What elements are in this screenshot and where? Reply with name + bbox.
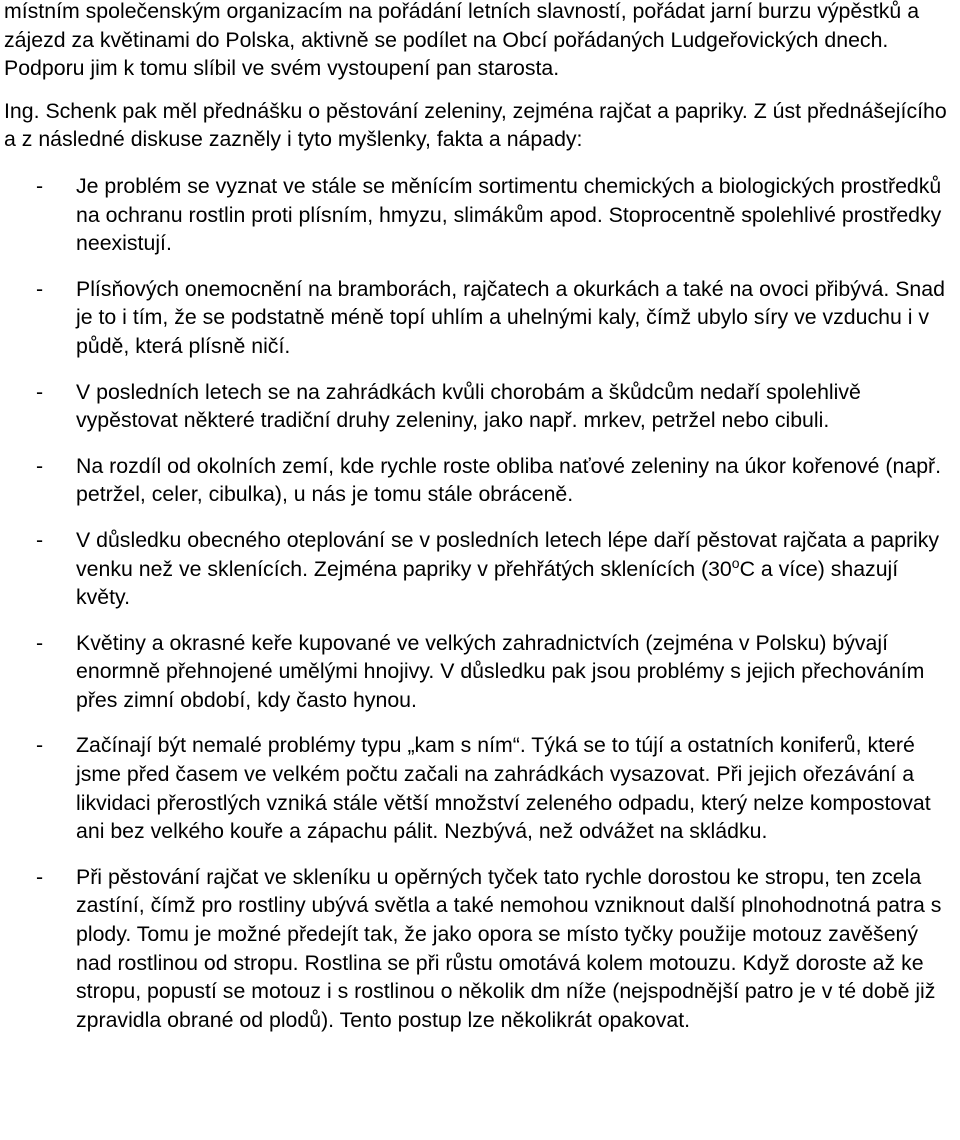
list-item-text: V posledních letech se na zahrádkách kvůli chorobám a škůdcům nedaří spolehlivě vypěstovat některé tradiční druhy zeleniny, jako např. mrkev, petržel nebo cibuli.: [76, 379, 861, 433]
bullet-dash: -: [36, 733, 44, 758]
list-item: [4, 731, 956, 845]
list-item: [4, 275, 956, 361]
bullet-dash: -: [36, 527, 44, 552]
list-item-text: [76, 528, 939, 609]
bullet-dash: -: [36, 379, 44, 404]
bullet-dash: -: [36, 453, 44, 478]
list-item-text-after: C a více) shazují květy.: [76, 556, 899, 610]
lecture-paragraph: Ing. Schenk pak měl přednášku o pěstování zeleniny, zejména rajčat a papriky. Z úst přednášejícího a z následné diskuse zazněly i tyto myšlenky, fakta a nápady:: [4, 98, 947, 152]
list-item-text: Při pěstování rajčat ve skleníku u opěrných tyček tato rychle dorostou ke stropu, ten zcela zastíní, čímž pro rostliny ubývá světla a také nemohou vzniknout další plnohodnotná patra s plody. Tomu je možné předejít tak, že jako opora se místo tyčky použije motouz zavěšený nad rostlinou od stropu. Rostlina se při růstu omotává kolem motouzu. Když doroste až ke stropu, popustí se motouz i s rostlinou o několik dm níže (nejspodnější patro je v té době již zpravidla obrané od plodů). Tento postup lze několikrát opakovat.: [76, 864, 942, 1032]
degree-superscript: o: [731, 554, 740, 571]
list-item: [4, 526, 956, 612]
bullet-dash: -: [36, 276, 44, 301]
intro-paragraph: místním společenským organizacím na pořádání letních slavností, pořádat jarní burzu výpěstků a zájezd za květinami do Polska, aktivně se podílet na Obcí pořádaných Ludgeřovických dnech. Podporu jim k tomu slíbil ve svém vystoupení pan starosta.: [4, 0, 920, 81]
list-item: [4, 452, 956, 509]
list-item-text: Na rozdíl od okolních zemí, kde rychle roste obliba naťové zeleniny na úkor kořenové (např. petržel, celer, cibulka), u nás je tomu stále obráceně.: [76, 453, 942, 507]
ideas-list: [4, 172, 956, 1034]
document-page: [4, 0, 956, 1051]
list-item-text-before: V důsledku obecného oteplování se v posledních letech lépe daří pěstovat rajčata a papriky venku než ve sklenících. Zejména papriky v přehřátých sklenících (30: [76, 527, 940, 581]
list-item: [4, 378, 956, 435]
list-item: [4, 172, 956, 258]
list-item-text: Je problém se vyznat ve stále se měnícím sortimentu chemických a biologických prostředků na ochranu rostlin proti plísním, hmyzu, slimákům apod. Stoprocentně spolehlivé prostředky neexistují.: [76, 173, 942, 256]
bullet-dash: -: [36, 864, 44, 889]
list-item: [4, 863, 956, 1035]
bullet-dash: -: [36, 630, 44, 655]
list-item-text: Květiny a okrasné keře kupované ve velkých zahradnictvích (zejména v Polsku) bývají enormně přehnojené umělými hnojivy. V důsledku pak jsou problémy s jejich přechováním přes zimní období, kdy často hynou.: [76, 630, 925, 712]
bullet-dash: -: [36, 173, 44, 198]
list-item-text: Plísňových onemocnění na bramborách, rajčatech a okurkách a také na ovoci přibývá. Snad je to i tím, že se podstatně méně topí uhlím a uhelnými kaly, čímž ubylo síry ve vzduchu i v půdě, která plísně ničí.: [76, 276, 945, 358]
list-item: [4, 629, 956, 715]
list-item-text: Začínají být nemalé problémy typu „kam s ním“. Týká se to tújí a ostatních koniferů, které jsme před časem ve velkém počtu začali na zahrádkách vysazovat. Při jejich ořezávání a likvidaci přerostlých vzniká stále větší množství zeleného odpadu, který nelze kompostovat ani bez velkého kouře a zápachu pálit. Nezbývá, než odvážet na skládku.: [76, 733, 931, 844]
